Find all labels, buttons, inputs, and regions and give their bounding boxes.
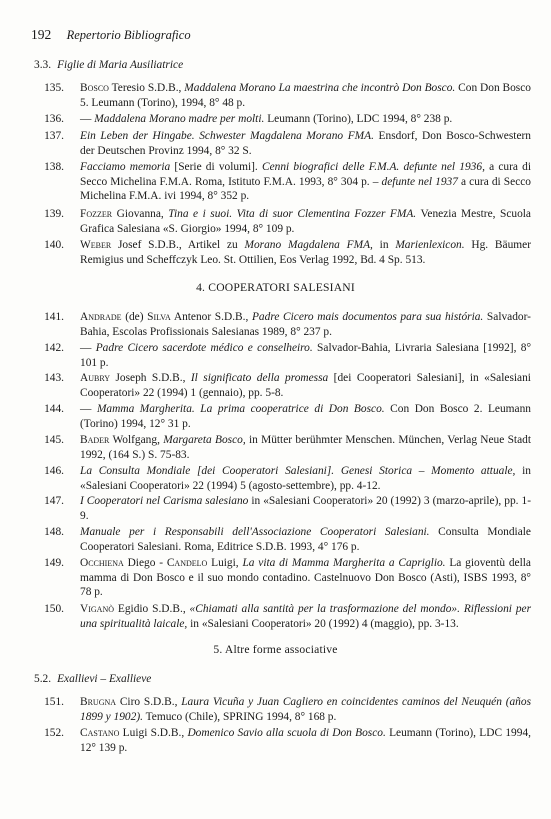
bibliography-entry: 148. Manuale per i Responsabili dell'Associazione Cooperatori Salesiani. Consulta Mondiale Cooperatori Salesiani. Roma, Editrice S.D.B. 1993, 4° 176 p. xyxy=(44,526,531,553)
bibliography-entry: 150. Viganò Egidio S.D.B., «Chiamati alla santità per la trasformazione del mondo». Riflessioni per una spiritualità laicale, in «Salesiani Cooperatori» 20 (1992) 4 (maggio), pp. 3-13. xyxy=(44,603,532,630)
bibliography-entry: 141. Andrade (de) Silva Antenor S.D.B., Padre Cicero mais documentos para sua história. Salvador-Bahia, Escolas Profissionais Salesianas 1989, 8° 237 p. xyxy=(44,311,531,338)
bibliography-entry: 135. Bosco Teresio S.D.B., Maddalena Morano La maestrina che incontrò Don Bosco. Con Don Bosco 5. Leumann (Torino), 1994, 8° 48 p. xyxy=(44,82,531,109)
section-heading-cooperatori: 4. COOPERATORI SALESIANI xyxy=(196,281,355,294)
bibliography-entry: 142. — Padre Cicero sacerdote médico e conselheiro. Salvador-Bahia, Livraria Salesiana [1992], 8° 101 p. xyxy=(44,342,531,369)
bibliography-entry: 144. — Mamma Margherita. La prima cooperatrice di Don Bosco. Con Don Bosco 2. Leumann (Torino) 1994, 12° 31 p. xyxy=(44,403,531,430)
subsection-heading: 5.2. Exallievi – Exallieve xyxy=(34,673,152,685)
bibliography-entry: 149. Occhiena Diego - Candelo Luigi, La vita di Mamma Margherita a Capriglio. La gioventù della mamma di Don Bosco e il suo mondo contadino. Castelnuovo Don Bosco (Asti), ISBS 1993, 8° 78 p. xyxy=(44,557,531,599)
bibliography-entry: 137. Ein Leben der Hingabe. Schwester Magdalena Morano FMA. Ensdorf, Don Bosco-Schwestern der Deutschen Provinz 1994, 8° 32 S. xyxy=(44,130,531,157)
subsection-heading: 3.3. Figlie di Maria Ausiliatrice xyxy=(34,59,184,71)
bibliography-entry: 138. Facciamo memoria [Serie di volumi]. Cenni biografici delle F.M.A. defunte nel 1936, a cura di Secco Michelina F.M.A. Roma, Istituto F.M.A. 1993, 8° 304 p. – defunte nel 1937 a cura di Secco Michelina F.M.A. ivi 1994, 8° 352 p. xyxy=(44,161,532,203)
bibliography-entry: 140. Weber Josef S.D.B., Artikel zu Morano Magdalena FMA, in Marienlexicon. Hg. Bäumer Remigius und Scheffczyk Leo. St. Ottilien, Eos Verlag 1992, Bd. 4 Sp. 513. xyxy=(44,239,531,266)
bibliography-entry: 136. — Maddalena Morano madre per molti. Leumann (Torino), LDC 1994, 8° 238 p. xyxy=(44,113,453,125)
page-number: 192 xyxy=(31,27,52,42)
bibliography-entry: 139. Fozzer Giovanna, Tina e i suoi. Vita di suor Clementina Fozzer FMA. Venezia Mestre, Scuola Grafica Salesiana «S. Giorgio» 1994, 8° 109 p. xyxy=(44,208,531,235)
running-head xyxy=(31,27,191,43)
bibliography-entry: 147. I Cooperatori nel Carisma salesiano in «Salesiani Cooperatori» 20 (1992) 3 (marzo-aprile), pp. 1-9. xyxy=(44,495,531,522)
running-title: Repertorio Bibliografico xyxy=(66,28,191,42)
bibliography-entry: 146. La Consulta Mondiale [dei Cooperatori Salesiani]. Genesi Storica – Momento attuale, in «Salesiani Cooperatori» 22 (1994) 5 (agosto-settembre), pp. 4-12. xyxy=(44,465,531,492)
bibliography-entry: 152. Castano Luigi S.D.B., Domenico Savio alla scuola di Don Bosco. Leumann (Torino), LDC 1994, 12° 139 p. xyxy=(44,727,531,754)
section-heading-altre-forme: 5. Altre forme associative xyxy=(213,643,338,656)
bibliography-entry: 151. Brugna Ciro S.D.B., Laura Vicuña y Juan Cagliero en coincidentes caminos del Neuquén (años 1899 y 1902). Temuco (Chile), SPRING 1994, 8° 168 p. xyxy=(44,696,532,723)
bibliography-entry: 145. Bader Wolfgang, Margareta Bosco, in Mütter berühmter Menschen. München, Verlag Neue Stadt 1992, (164 S.) S. 75-83. xyxy=(44,434,531,461)
bibliography-entry: 143. Aubry Joseph S.D.B., Il significato della promessa [dei Cooperatori Salesiani], in «Salesiani Cooperatori» 22 (1994) 1 (gennaio), pp. 5-8. xyxy=(44,372,531,399)
